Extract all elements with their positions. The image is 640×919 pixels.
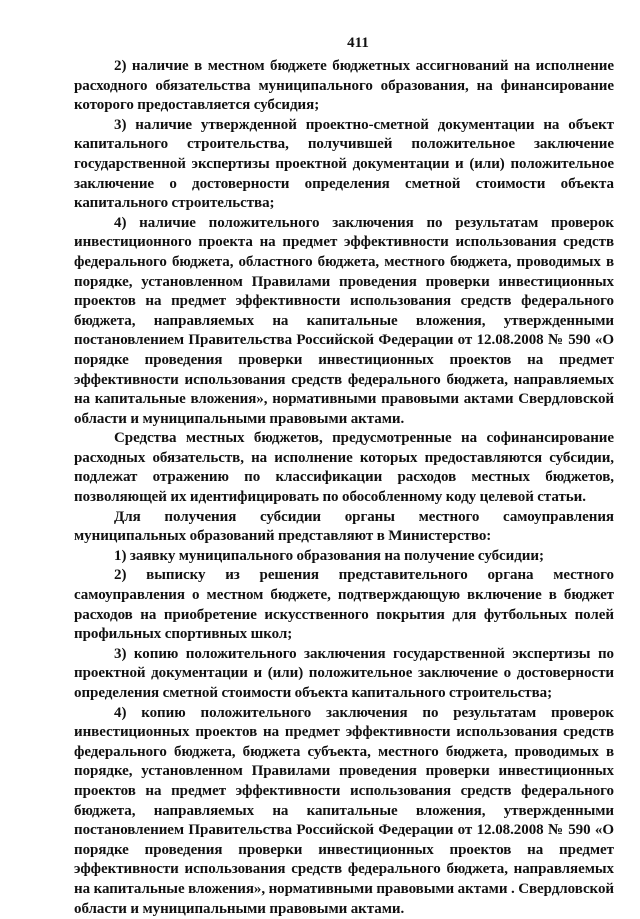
paragraph-item-2-budget-allocations: 2) наличие в местном бюджете бюджетных ассигнований на исполнение расходного обязательства муниципального образования, на финансирование которого предоставляется субсидия; — [74, 58, 614, 114]
paragraph-doc-3-expertise-copy: 3) копию положительного заключения государственной экспертизы по проектной документации и (или) положительное заключение о достоверности определения сметной стоимости объекта капитального строительства; — [74, 645, 614, 701]
paragraph-doc-1-application: 1) заявку муниципального образования на получение субсидии; — [114, 547, 544, 564]
paragraph-local-budget-funds: Средства местных бюджетов, предусмотренные на софинансирование расходных обязательств, на исполнение которых предоставляются субсидии, подлежат отражению по классификации расходов местных бюджетов, позволяющей их идентифицировать по обособленному коду целевой статьи. — [74, 430, 614, 506]
paragraph-documents-intro: Для получения субсидии органы местного самоуправления муниципальных образований представляют в Министерство: — [74, 508, 614, 545]
paragraph-item-4-investment-review: 4) наличие положительного заключения по результатам проверок инвестиционного проекта на предмет эффективности использования средств федерального бюджета, областного бюджета, местного бюджета, проводимых в порядке, установленном Правилами проведения проверки инвестиционных проектов на предмет эффективности использования средств федерального бюджета, направляемых на капитальные вложения, утвержденными постановлением Правительства Российской Федерации от 12.08.2008 № 590 «О порядке проведения проверки инвестиционных проектов на предмет эффективности использования средств федерального бюджета, направляемых на капитальные вложения», нормативными правовыми актами Свердловской области и муниципальными правовыми актами. — [74, 214, 614, 427]
paragraph-item-3-design-documentation: 3) наличие утвержденной проектно-сметной документации на объект капитального строительства, получившей положительное заключение государственной экспертизы проектной документации и (или) положительное заключение о достоверности определения сметной стоимости объекта капитального строительства; — [74, 116, 614, 212]
page-number: 411 — [347, 35, 369, 51]
paragraph-doc-4-review-copy: 4) копию положительного заключения по результатам проверок инвестиционных проектов на предмет эффективности использования средств федерального бюджета, бюджета субъекта, местного бюджета, проводимых в порядке, установленном Правилами проведения проверки инвестиционных проектов на предмет эффективности использования средств федерального бюджета, направляемых на капитальные вложения, утвержденными постановлением Правительства Российской Федерации от 12.08.2008 № 590 «О порядке проведения проверки инвестиционных проектов на предмет эффективности использования средств федерального бюджета, направляемых на капитальные вложения», нормативными правовыми актами . Свердловской области и муниципальными правовыми актами. — [74, 704, 614, 917]
paragraph-doc-2-council-decision: 2) выписку из решения представительного органа местного самоуправления о местном бюджете, подтверждающую включение в бюджет расходов на приобретение искусственного покрытия для футбольных полей профильных спортивных школ; — [74, 567, 614, 643]
